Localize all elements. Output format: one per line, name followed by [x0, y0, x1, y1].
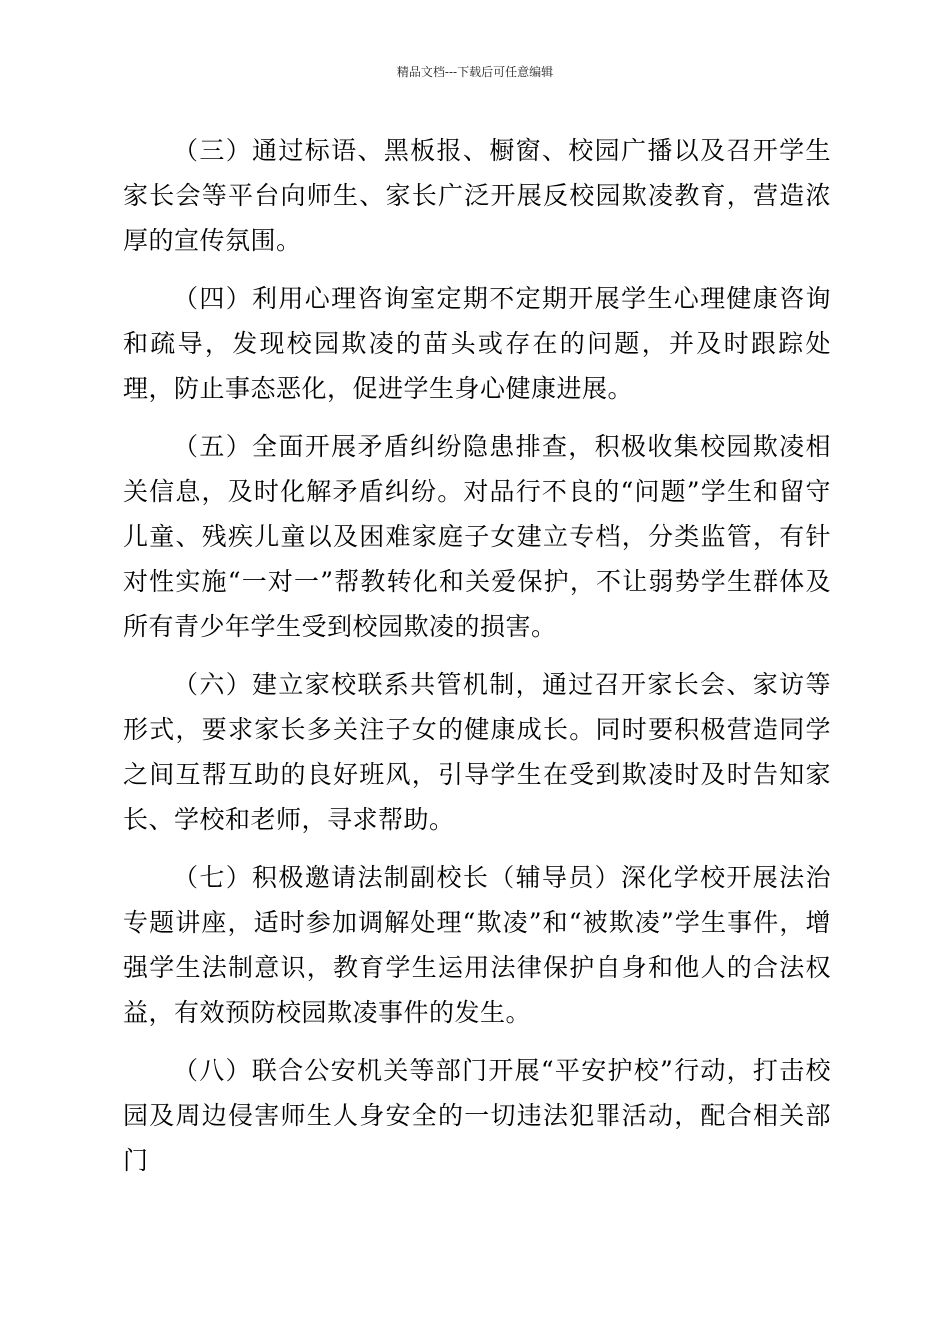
paragraph-7: （七）积极邀请法制副校长（辅导员）深化学校开展法治专题讲座，适时参加调解处理“欺凌”和“被欺凌”学生事件，增强学生法制意识，教育学生运用法律保护自身和他人的合法权益，有效预防校园欺凌事件的发生。 — [123, 863, 831, 1027]
paragraph-3: （三）通过标语、黑板报、橱窗、校园广播以及召开学生家长会等平台向师生、家长广泛开展反校园欺凌教育，营造浓厚的宣传氛围。 — [123, 136, 831, 255]
paragraph-4: （四）利用心理咨询室定期不定期开展学生心理健康咨询和疏导，发现校园欺凌的苗头或存在的问题，并及时跟踪处理，防止事态恶化，促进学生身心健康进展。 — [123, 284, 831, 403]
paragraph-8: （八）联合公安机关等部门开展“平安护校”行动，打击校园及周边侵害师生人身安全的一切违法犯罪活动，配合相关部门 — [123, 1056, 831, 1175]
paragraph-6: （六）建立家校联系共管机制，通过召开家长会、家访等形式，要求家长多关注子女的健康成长。同时要积极营造同学之间互帮互助的良好班风，引导学生在受到欺凌时及时告知家长、学校和老师，寻求帮助。 — [123, 670, 831, 834]
page-header: 精品文档---下载后可任意编辑 — [396, 65, 554, 79]
document-body — [123, 128, 831, 1196]
paragraph-5: （五）全面开展矛盾纠纷隐患排查，积极收集校园欺凌相关信息，及时化解矛盾纠纷。对品行不良的“问题”学生和留守儿童、残疾儿童以及困难家庭子女建立专档，分类监管，有针对性实施“一对一”帮教转化和关爱保护，不让弱势学生群体及所有青少年学生受到校园欺凌的损害。 — [123, 432, 831, 641]
